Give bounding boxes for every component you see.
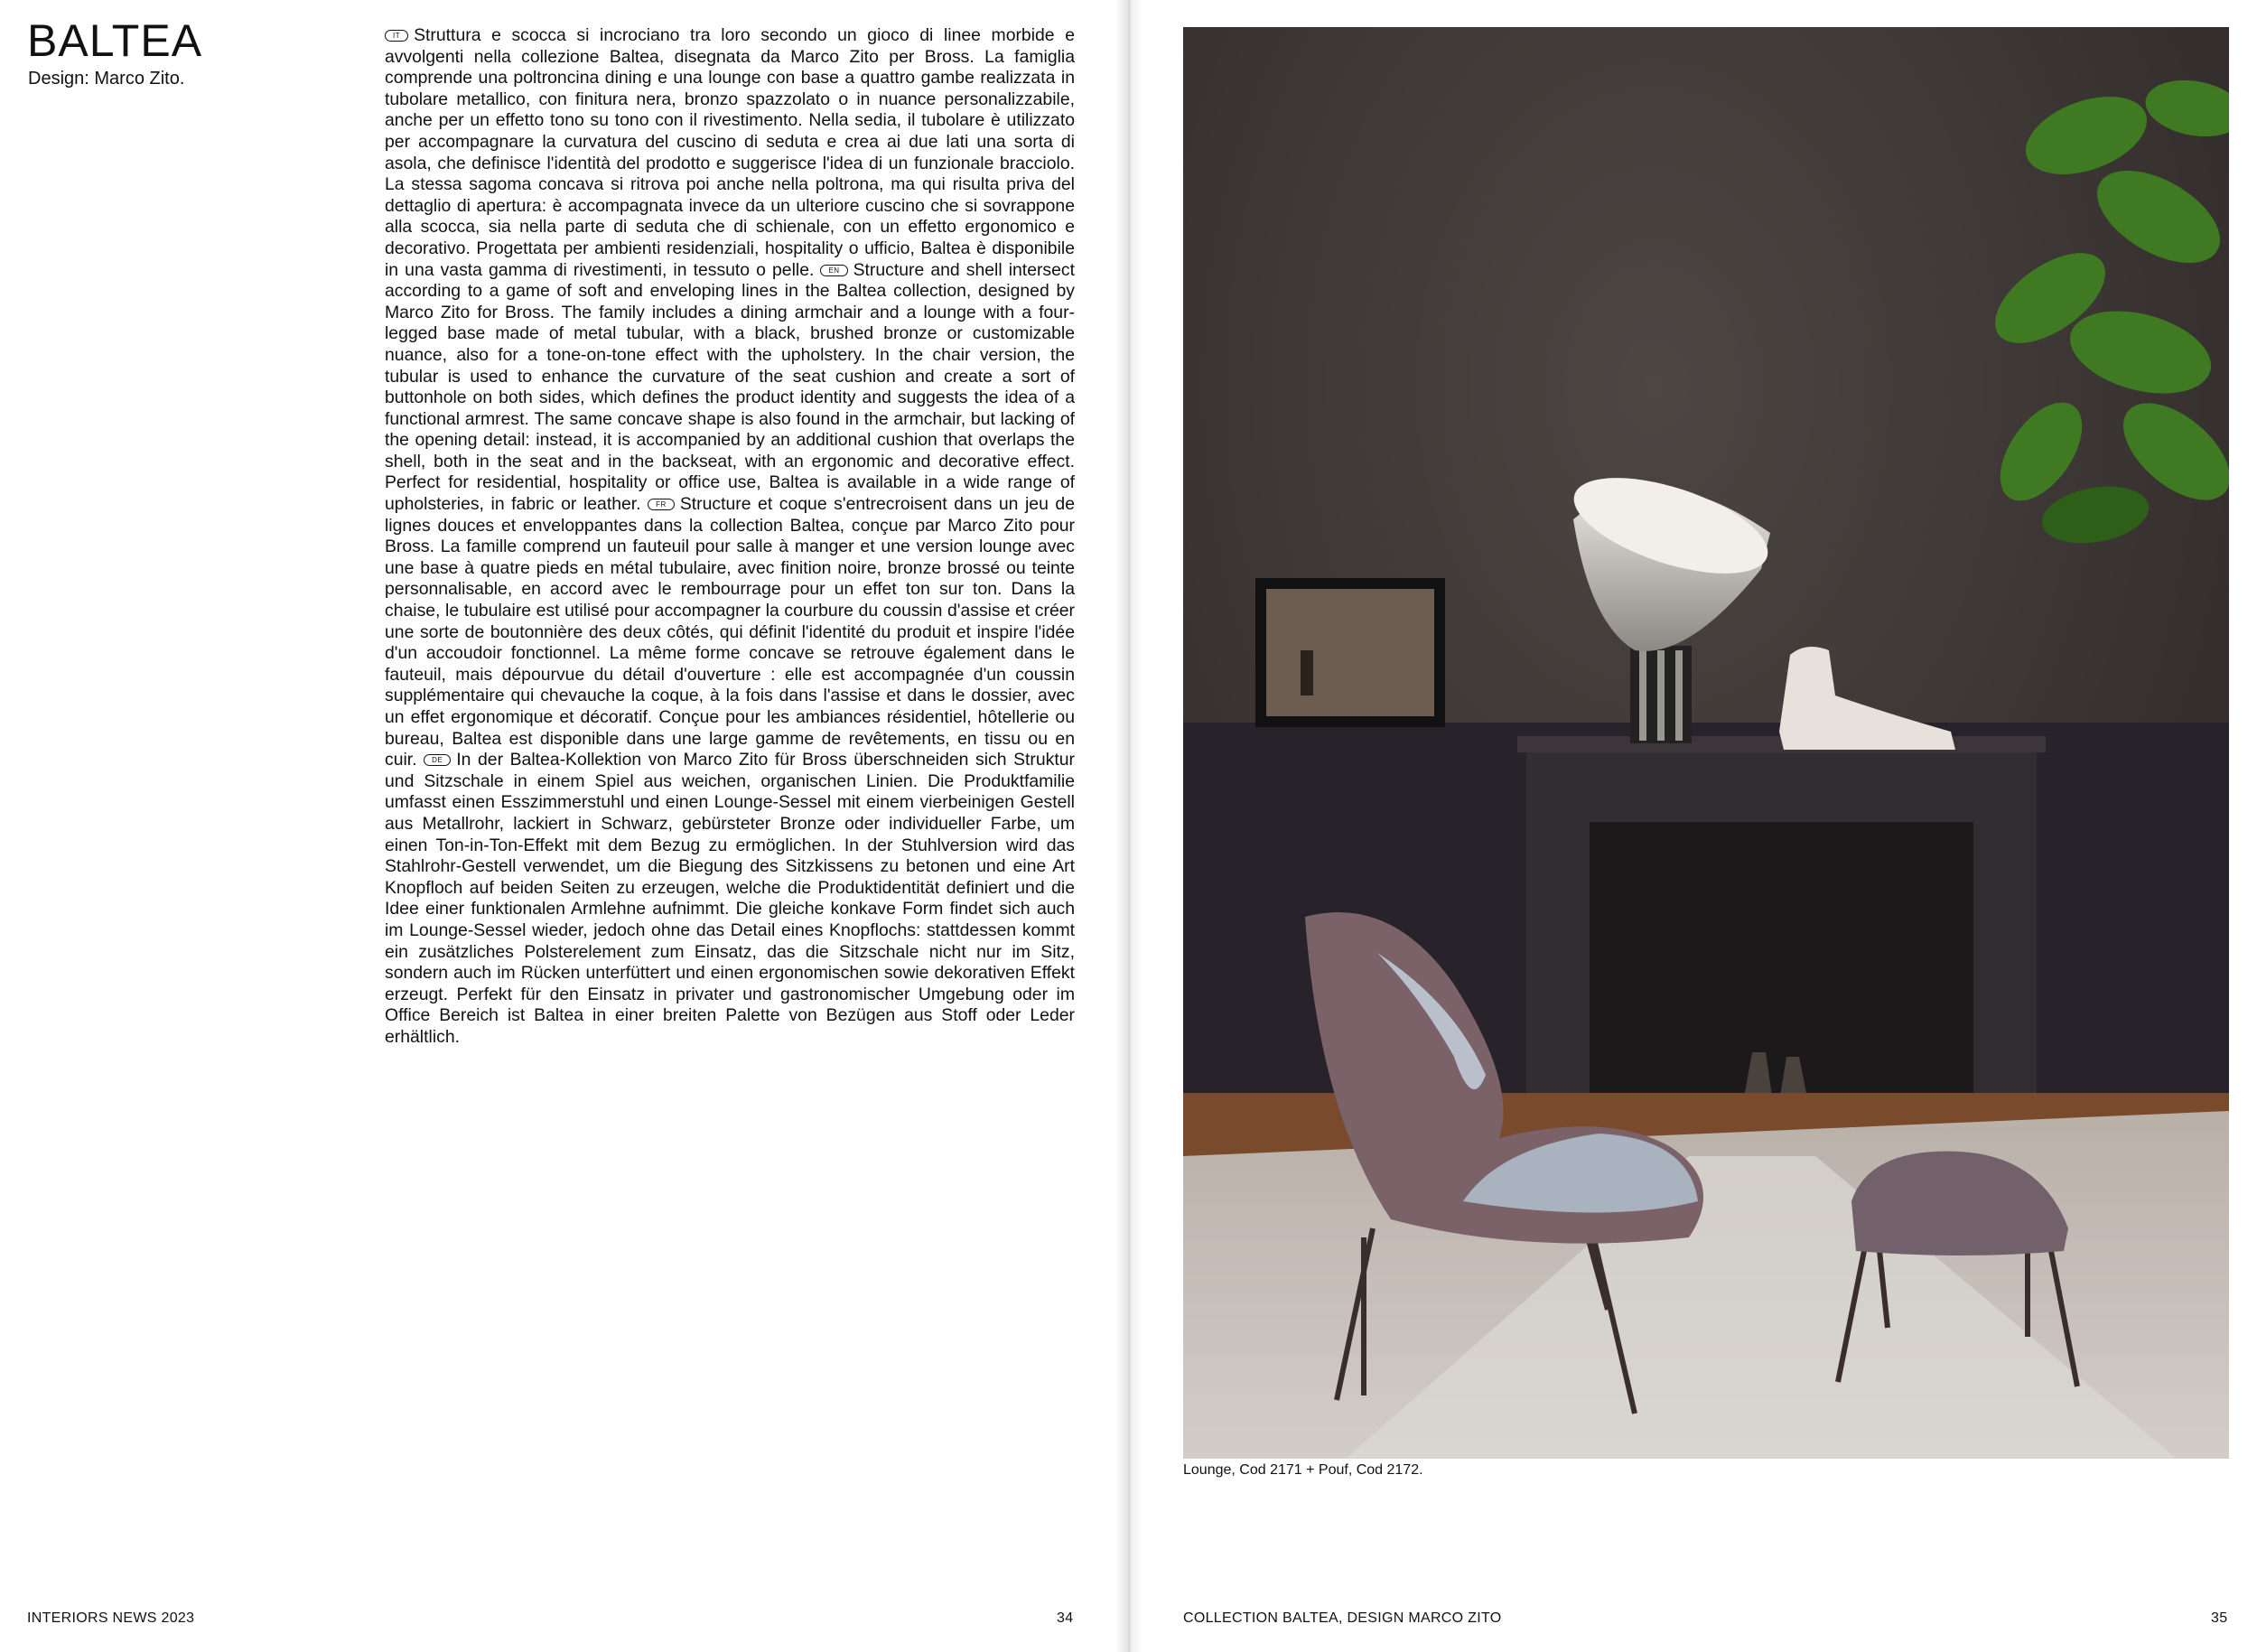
fireplace-opening <box>1590 822 1973 1120</box>
product-photo <box>1183 27 2229 1459</box>
lamp-base-stripes <box>1639 650 1646 741</box>
magazine-footer-label: INTERIORS NEWS 2023 <box>27 1610 195 1626</box>
article-text-it: Struttura e scocca si incrociano tra loro secondo un gioco di linee morbide e avvolgenti nella collezione Baltea, disegnata da Marco Zito per Bross. La famiglia comprende una poltroncina dining e una lounge con base a quattro gambe realizzata in tubolare metallico, con finitura nera, bronzo spazzolato o in nuance personalizzabile, anche per un effetto tono su tono con il rivestimento. Nella sedia, il tubolare è utilizzato per accompagnare la curvatura del cuscino di seduta e crea ai due lati una sorta di asola, che definisce l'identità del prodotto e suggerisce l'idea di un funzionale bracciolo. La stessa sagoma concava si ritrova poi anche nella poltrona, ma qui risulta priva del dettaglio di apertura: è accompagnata invece da un ulteriore cuscino che si sovrappone alla scocca, sia nella parte di seduta che di schienale, con un effetto ergonomico e decorativo. Progettata per ambienti residenziali, hospitality o ufficio, Baltea è disponibile in una vasta gamma di rivestimenti, in tessuto o pelle. <box>385 25 1075 280</box>
page-number-right: 35 <box>2211 1610 2228 1626</box>
article-body <box>385 25 1075 1049</box>
language-badge-de: DE <box>424 754 451 766</box>
lamp-base-stripes-2 <box>1657 650 1665 741</box>
designer-credit: Design: Marco Zito. <box>28 69 185 89</box>
picture-figure <box>1301 650 1313 695</box>
right-page <box>1129 0 2257 1652</box>
language-badge-en: EN <box>820 265 847 276</box>
picture-image <box>1266 589 1434 716</box>
photo-caption: Lounge, Cod 2171 + Pouf, Cod 2172. <box>1183 1462 1423 1478</box>
lamp-base-stripes-3 <box>1675 650 1683 741</box>
collection-footer-label: COLLECTION BALTEA, DESIGN MARCO ZITO <box>1183 1610 1502 1626</box>
product-photo-illustration <box>1183 27 2229 1459</box>
article-text-fr: Structure et coque s'entrecroisent dans un jeu de lignes douces et enveloppantes dans la collection Baltea, conçue par Marco Zito pour Bross. La famille comprend un fauteuil pour salle à manger et une version lounge avec une base à quatre pieds en métal tubulaire, avec finition noire, bronze brossé ou teinte personnalisable, en accord avec le rembourrage pour un effet ton sur ton. Dans la chaise, le tubulaire est utilisé pour accompagner la courbure du coussin d'assise et créer une sorte de boutonnière des deux côtés, qui définit l'identité du produit et inspire l'idée d'un accoudoir fonctionnel. La même forme concave se retrouve également dans le fauteuil, mais dépourvue du détail d'ouverture : elle est accompagnée d'un coussin supplémentaire qui chevauche la coque, à la fois dans l'assise et dans le dossier, avec un effet ergonomique et décoratif. Conçue pour les ambiances résidentiel, hôtellerie ou bureau, Baltea est disponible dans une large gamme de revêtements, en tissu ou en cuir. <box>385 494 1075 770</box>
page-number-left: 34 <box>1057 1610 1074 1626</box>
language-badge-it: IT <box>385 30 408 42</box>
article-title: BALTEA <box>27 15 203 66</box>
language-badge-fr: FR <box>648 499 675 510</box>
article-text-en: Structure and shell intersect according to a game of soft and enveloping lines in the Baltea collection, designed by Marco Zito for Bross. The family includes a dining armchair and a lounge with a four-legged base made of metal tubular, with a black, brushed bronze or customizable nuance, also for a tone-on-tone effect with the upholstery. In the chair version, the tubular is used to enhance the curvature of the seat cushion and create a sort of buttonhole on both sides, which defines the product identity and suggests the idea of a functional armrest. The same concave shape is also found in the armchair, but lacking of the opening detail: instead, it is accompanied by an additional cushion that overlaps the shell, both in the seat and in the backseat, with an ergonomic and decorative effect. Perfect for residential, hospitality or office use, Baltea is available in a wide range of upholsteries, in fabric or leather. <box>385 259 1075 515</box>
article-text-de: In der Baltea-Kollektion von Marco Zito für Bross überschneiden sich Struktur und Sitzschale in einem Spiel aus weichen, organischen Linien. Die Produktfamilie umfasst einen Esszimmerstuhl und einen Lounge-Sessel mit einem vierbeinigen Gestell aus Metallrohr, lackiert in Schwarz, gebürsteter Bronze oder individueller Farbe, um einen Ton-in-Ton-Effekt mit dem Bezug zu ermöglichen. In der Stuhlversion wird das Stahlrohr-Gestell verwendet, um die Biegung des Sitzkissens zu betonen und eine Art Knopfloch auf beiden Seiten zu erzeugen, welche die Produktidentität definiert und die Idee einer funktionalen Armlehne aufnimmt. Die gleiche konkave Form findet sich auch im Lounge-Sessel wieder, jedoch ohne das Detail eines Knopflochs: stattdessen kommt ein zusätzliches Polsterelement zum Einsatz, das die Sitzschale nicht nur im Sitz, sondern auch im Rücken unterfüttert und einen ergonomischen sowie dekorativen Effekt erzeugt. Perfekt für den Einsatz in privater und gastronomischer Umgebung oder im Office Bereich ist Baltea in einer breiten Palette von Bezügen aus Stoff oder Leder erhältlich. <box>385 750 1075 1047</box>
